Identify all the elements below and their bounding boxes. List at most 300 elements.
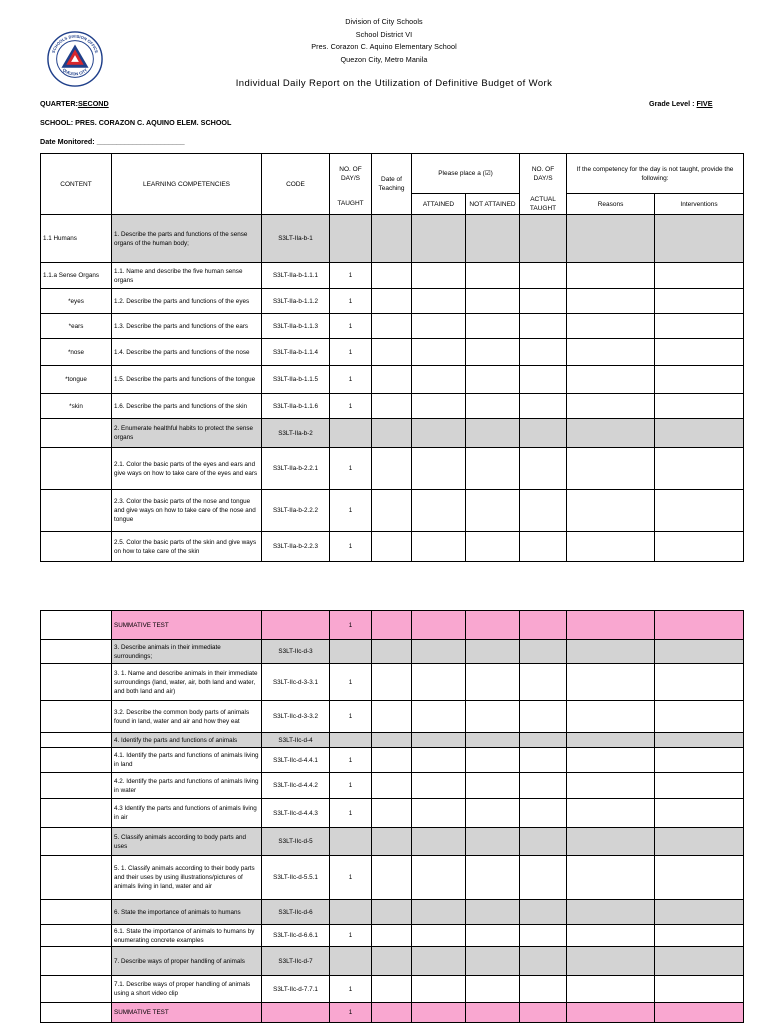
content-cell: [41, 419, 112, 448]
date-teaching-cell[interactable]: [372, 856, 412, 900]
reasons-cell[interactable]: [567, 314, 655, 339]
days-taught-cell: [330, 640, 372, 664]
date-teaching-cell[interactable]: [372, 900, 412, 925]
days-taught-cell: 1: [330, 976, 372, 1003]
competency-cell: 4.2. Identify the parts and functions of animals living in water: [112, 773, 262, 799]
competency-cell: 2. Enumerate healthful habits to protect the sense organs: [112, 419, 262, 448]
code-cell: S3LT-IIa-b-1.1.1: [262, 263, 330, 289]
date-teaching-cell[interactable]: [372, 828, 412, 856]
not-attained-cell[interactable]: [466, 448, 520, 490]
not-attained-cell[interactable]: [466, 339, 520, 366]
interventions-cell[interactable]: [655, 339, 744, 366]
table-row: [41, 701, 744, 733]
competency-cell: 1. Describe the parts and functions of the sense organs of the human body;: [112, 215, 262, 263]
code-cell: S3LT-IIa-b-1.1.6: [262, 394, 330, 419]
reasons-cell[interactable]: [567, 976, 655, 1003]
competency-cell: 7.1. Describe ways of proper handling of animals using a short video clip: [112, 976, 262, 1003]
code-cell: S3LT-IIa-b-1.1.2: [262, 289, 330, 314]
col-actual-bottom: ACTUAL TAUGHT: [520, 194, 567, 215]
attained-cell[interactable]: [412, 215, 466, 263]
code-cell: S3LT-IIa-b-2.2.3: [262, 532, 330, 562]
attained-cell[interactable]: [412, 900, 466, 925]
date-teaching-cell[interactable]: [372, 339, 412, 366]
interventions-cell[interactable]: [655, 263, 744, 289]
reasons-cell[interactable]: [567, 263, 655, 289]
days-taught-cell: 1: [330, 664, 372, 701]
table-row: [41, 773, 744, 799]
content-cell: [41, 925, 112, 947]
attained-cell[interactable]: [412, 366, 466, 394]
content-cell: [41, 828, 112, 856]
not-attained-cell[interactable]: [466, 925, 520, 947]
code-cell: [262, 1003, 330, 1023]
days-taught-cell: 1: [330, 289, 372, 314]
content-cell: [41, 448, 112, 490]
competency-cell: 2.1. Color the basic parts of the eyes and ears and give ways on how to take care of the eyes and ears: [112, 448, 262, 490]
table-row: [41, 263, 744, 289]
attained-cell[interactable]: [412, 773, 466, 799]
interventions-cell[interactable]: [655, 947, 744, 976]
not-attained-cell[interactable]: [466, 856, 520, 900]
interventions-cell[interactable]: [655, 640, 744, 664]
reasons-cell[interactable]: [567, 394, 655, 419]
reasons-cell[interactable]: [567, 925, 655, 947]
code-cell: S3LT-IIa-b-2.2.1: [262, 448, 330, 490]
days-taught-cell: 1: [330, 856, 372, 900]
content-cell: [41, 701, 112, 733]
code-cell: S3LT-IIc-d-7: [262, 947, 330, 976]
col-interventions: Interventions: [655, 194, 744, 215]
attained-cell[interactable]: [412, 289, 466, 314]
not-attained-cell[interactable]: [466, 289, 520, 314]
attained-cell[interactable]: [412, 448, 466, 490]
content-cell: [41, 664, 112, 701]
competency-cell: SUMMATIVE TEST: [112, 611, 262, 640]
actual-taught-cell[interactable]: [520, 314, 567, 339]
attained-cell[interactable]: [412, 339, 466, 366]
date-teaching-cell[interactable]: [372, 215, 412, 263]
col-days-taught-bottom: TAUGHT: [330, 194, 372, 215]
col-date-teaching: Date of Teaching: [372, 154, 412, 215]
actual-taught-cell[interactable]: [520, 664, 567, 701]
interventions-cell[interactable]: [655, 215, 744, 263]
code-cell: S3LT-IIa-b-2.2.2: [262, 490, 330, 532]
actual-taught-cell[interactable]: [520, 748, 567, 773]
not-attained-cell[interactable]: [466, 394, 520, 419]
reasons-cell[interactable]: [567, 733, 655, 748]
attained-cell[interactable]: [412, 828, 466, 856]
reasons-cell[interactable]: [567, 419, 655, 448]
actual-taught-cell[interactable]: [520, 289, 567, 314]
school-line: Pres. Corazon C. Aquino Elementary School: [311, 42, 457, 51]
interventions-cell[interactable]: [655, 925, 744, 947]
date-monitored-field: Date Monitored: ______________________: [40, 137, 185, 146]
days-taught-cell: 1: [330, 394, 372, 419]
table-row: [41, 799, 744, 828]
actual-taught-cell[interactable]: [520, 701, 567, 733]
not-attained-cell[interactable]: [466, 748, 520, 773]
actual-taught-cell[interactable]: [520, 490, 567, 532]
competency-cell: 3.2. Describe the common body parts of animals found in land, water and air and how they eat: [112, 701, 262, 733]
attained-cell[interactable]: [412, 733, 466, 748]
date-teaching-cell[interactable]: [372, 733, 412, 748]
days-taught-cell: 1: [330, 611, 372, 640]
competency-cell: 2.3. Color the basic parts of the nose and tongue and give ways on how to take care of the nose and tongue: [112, 490, 262, 532]
date-teaching-cell[interactable]: [372, 419, 412, 448]
code-cell: S3LT-IIa-b-1.1.3: [262, 314, 330, 339]
content-cell: *skin: [41, 394, 112, 419]
not-attained-cell[interactable]: [466, 947, 520, 976]
reasons-cell[interactable]: [567, 900, 655, 925]
not-attained-cell[interactable]: [466, 664, 520, 701]
attained-cell[interactable]: [412, 263, 466, 289]
reasons-cell[interactable]: [567, 701, 655, 733]
col-please-place: Please place a (☑): [412, 154, 520, 194]
days-taught-cell: 1: [330, 799, 372, 828]
reasons-cell[interactable]: [567, 448, 655, 490]
table-row: [41, 394, 744, 419]
not-attained-cell[interactable]: [466, 215, 520, 263]
reasons-cell[interactable]: [567, 215, 655, 263]
days-taught-cell: 1: [330, 339, 372, 366]
date-teaching-cell[interactable]: [372, 748, 412, 773]
reasons-cell[interactable]: [567, 289, 655, 314]
school-field: SCHOOL: PRES. CORAZON C. AQUINO ELEM. SCHOOL: [40, 118, 232, 127]
not-attained-cell[interactable]: [466, 366, 520, 394]
date-teaching-cell[interactable]: [372, 394, 412, 419]
interventions-cell[interactable]: [655, 828, 744, 856]
days-taught-cell: 1: [330, 701, 372, 733]
quarter-field: [40, 99, 109, 108]
table-2-body: [41, 611, 744, 1023]
division-line: Division of City Schools: [345, 17, 423, 26]
competency-cell: 1.1. Name and describe the five human sense organs: [112, 263, 262, 289]
competency-cell: 1.3. Describe the parts and functions of the ears: [112, 314, 262, 339]
attained-cell[interactable]: [412, 947, 466, 976]
attained-cell[interactable]: [412, 314, 466, 339]
actual-taught-cell[interactable]: [520, 925, 567, 947]
actual-taught-cell[interactable]: [520, 856, 567, 900]
not-attained-cell[interactable]: [466, 532, 520, 562]
competency-cell: 7. Describe ways of proper handling of animals: [112, 947, 262, 976]
date-teaching-cell[interactable]: [372, 263, 412, 289]
content-cell: *tongue: [41, 366, 112, 394]
table-row: [41, 900, 744, 925]
content-cell: *eyes: [41, 289, 112, 314]
interventions-cell[interactable]: [655, 289, 744, 314]
actual-taught-cell[interactable]: [520, 366, 567, 394]
days-taught-cell: 1: [330, 748, 372, 773]
days-taught-cell: 1: [330, 773, 372, 799]
table-header: [41, 154, 744, 215]
district-line: School District VI: [355, 29, 413, 39]
days-taught-cell: [330, 733, 372, 748]
quarter-label: QUARTER:: [40, 99, 78, 108]
interventions-cell[interactable]: [655, 701, 744, 733]
attained-cell[interactable]: [412, 664, 466, 701]
interventions-cell[interactable]: [655, 976, 744, 1003]
attained-cell[interactable]: [412, 925, 466, 947]
quarter-value: SECOND: [77, 99, 109, 108]
date-teaching-cell[interactable]: [372, 314, 412, 339]
code-cell: S3LT-IIc-d-4.4.1: [262, 748, 330, 773]
code-cell: S3LT-IIc-d-5: [262, 828, 330, 856]
interventions-cell[interactable]: [655, 314, 744, 339]
competency-cell: 4.3 Identify the parts and functions of animals living in air: [112, 799, 262, 828]
code-cell: S3LT-IIc-d-4.4.2: [262, 773, 330, 799]
reasons-cell[interactable]: [567, 856, 655, 900]
interventions-cell[interactable]: [655, 366, 744, 394]
not-attained-cell[interactable]: [466, 640, 520, 664]
not-attained-cell[interactable]: [466, 900, 520, 925]
interventions-cell[interactable]: [655, 900, 744, 925]
reasons-cell[interactable]: [567, 773, 655, 799]
code-cell: S3LT-IIc-d-6: [262, 900, 330, 925]
content-cell: [41, 611, 112, 640]
days-taught-cell: [330, 215, 372, 263]
content-cell: [41, 799, 112, 828]
reasons-cell[interactable]: [567, 640, 655, 664]
actual-taught-cell[interactable]: [520, 640, 567, 664]
col-not-attained: NOT ATTAINED: [466, 194, 520, 215]
table-row: [41, 339, 744, 366]
attained-cell[interactable]: [412, 490, 466, 532]
interventions-cell[interactable]: [655, 856, 744, 900]
attained-cell[interactable]: [412, 419, 466, 448]
grade-level-field: [649, 99, 713, 108]
actual-taught-cell[interactable]: [520, 448, 567, 490]
code-cell: S3LT-IIa-b-2: [262, 419, 330, 448]
reasons-cell[interactable]: [567, 490, 655, 532]
reasons-cell[interactable]: [567, 947, 655, 976]
table-1-body: [41, 215, 744, 562]
date-teaching-cell[interactable]: [372, 611, 412, 640]
days-taught-cell: 1: [330, 925, 372, 947]
not-attained-cell[interactable]: [466, 799, 520, 828]
days-taught-cell: [330, 947, 372, 976]
table-row: [41, 976, 744, 1003]
code-cell: S3LT-IIc-d-6.6.1: [262, 925, 330, 947]
competency-cell: 3. Describe animals in their immediate surroundings;: [112, 640, 262, 664]
days-taught-cell: 1: [330, 532, 372, 562]
interventions-cell[interactable]: [655, 394, 744, 419]
actual-taught-cell[interactable]: [520, 773, 567, 799]
content-cell: [41, 773, 112, 799]
code-cell: S3LT-IIa-b-1.1.4: [262, 339, 330, 366]
actual-taught-cell[interactable]: [520, 339, 567, 366]
city-line: Quezon City, Metro Manila: [340, 54, 428, 64]
reasons-cell[interactable]: [567, 532, 655, 562]
code-cell: S3LT-IIc-d-7.7.1: [262, 976, 330, 1003]
interventions-cell[interactable]: [655, 532, 744, 562]
date-teaching-cell[interactable]: [372, 947, 412, 976]
content-cell: *nose: [41, 339, 112, 366]
table-row: [41, 490, 744, 532]
date-teaching-cell[interactable]: [372, 664, 412, 701]
code-cell: S3LT-IIc-d-4: [262, 733, 330, 748]
actual-taught-cell[interactable]: [520, 976, 567, 1003]
interventions-cell[interactable]: [655, 1003, 744, 1023]
content-cell: [41, 532, 112, 562]
attained-cell[interactable]: [412, 748, 466, 773]
not-attained-cell[interactable]: [466, 828, 520, 856]
actual-taught-cell[interactable]: [520, 419, 567, 448]
date-teaching-cell[interactable]: [372, 976, 412, 1003]
actual-taught-cell[interactable]: [520, 733, 567, 748]
days-taught-cell: 1: [330, 1003, 372, 1023]
interventions-cell[interactable]: [655, 733, 744, 748]
table-row: [41, 289, 744, 314]
date-teaching-cell[interactable]: [372, 925, 412, 947]
not-attained-cell[interactable]: [466, 701, 520, 733]
table-row: [41, 856, 744, 900]
date-teaching-cell[interactable]: [372, 448, 412, 490]
table-row: [41, 828, 744, 856]
interventions-cell[interactable]: [655, 748, 744, 773]
competency-cell: 3. 1. Name and describe animals in their immediate surroundings (land, water, air, both land and water, and both land and air): [112, 664, 262, 701]
content-cell: 1.1.a Sense Organs: [41, 263, 112, 289]
interventions-cell[interactable]: [655, 448, 744, 490]
table-row: [41, 664, 744, 701]
interventions-cell[interactable]: [655, 664, 744, 701]
interventions-cell[interactable]: [655, 773, 744, 799]
content-cell: [41, 748, 112, 773]
competency-cell: 6. State the importance of animals to humans: [112, 900, 262, 925]
attained-cell[interactable]: [412, 611, 466, 640]
table-row: [41, 640, 744, 664]
content-cell: [41, 856, 112, 900]
competency-cell: 1.2. Describe the parts and functions of the eyes: [112, 289, 262, 314]
summative-test-row: [41, 611, 744, 640]
svg-text:QUEZON CITY: QUEZON CITY: [61, 67, 89, 77]
col-days-taught-top: NO. OF DAY/S: [330, 154, 372, 194]
actual-taught-cell[interactable]: [520, 947, 567, 976]
interventions-cell[interactable]: [655, 419, 744, 448]
col-if-not-taught: If the competency for the day is not taught, provide the following:: [567, 154, 744, 194]
reasons-cell[interactable]: [567, 748, 655, 773]
actual-taught-cell[interactable]: [520, 532, 567, 562]
content-cell: [41, 976, 112, 1003]
competency-cell: 5. Classify animals according to body parts and uses: [112, 828, 262, 856]
actual-taught-cell[interactable]: [520, 611, 567, 640]
col-reasons: Reasons: [567, 194, 655, 215]
not-attained-cell[interactable]: [466, 1003, 520, 1023]
reasons-cell[interactable]: [567, 611, 655, 640]
actual-taught-cell[interactable]: [520, 1003, 567, 1023]
code-cell: S3LT-IIa-b-1: [262, 215, 330, 263]
days-taught-cell: [330, 419, 372, 448]
days-taught-cell: [330, 900, 372, 925]
date-teaching-cell[interactable]: [372, 1003, 412, 1023]
competency-cell: 4.1. Identify the parts and functions of animals living in land: [112, 748, 262, 773]
code-cell: S3LT-IIc-d-4.4.3: [262, 799, 330, 828]
reasons-cell[interactable]: [567, 366, 655, 394]
col-actual-top: NO. OF DAY/S: [520, 154, 567, 194]
actual-taught-cell[interactable]: [520, 799, 567, 828]
code-cell: S3LT-IIc-d-5.5.1: [262, 856, 330, 900]
competency-cell: 5. 1. Classify animals according to their body parts and their uses by using illustrations/pictures of animals living in land, water and air: [112, 856, 262, 900]
table-row: [41, 448, 744, 490]
school-header: [0, 16, 768, 66]
competency-table-2: [40, 610, 744, 1023]
date-teaching-cell[interactable]: [372, 532, 412, 562]
attained-cell[interactable]: [412, 1003, 466, 1023]
competency-cell: 4. Identify the parts and functions of animals: [112, 733, 262, 748]
reasons-cell[interactable]: [567, 1003, 655, 1023]
not-attained-cell[interactable]: [466, 976, 520, 1003]
col-attained: ATTAINED: [412, 194, 466, 215]
interventions-cell[interactable]: [655, 799, 744, 828]
not-attained-cell[interactable]: [466, 733, 520, 748]
attained-cell[interactable]: [412, 640, 466, 664]
code-cell: S3LT-IIc-d-3-3.2: [262, 701, 330, 733]
competency-cell: 1.4. Describe the parts and functions of the nose: [112, 339, 262, 366]
date-teaching-cell[interactable]: [372, 640, 412, 664]
attained-cell[interactable]: [412, 799, 466, 828]
competency-cell: 2.5. Color the basic parts of the skin and give ways on how to take care of the skin: [112, 532, 262, 562]
table-row: [41, 366, 744, 394]
code-cell: S3LT-IIc-d-3: [262, 640, 330, 664]
attained-cell[interactable]: [412, 856, 466, 900]
days-taught-cell: 1: [330, 448, 372, 490]
content-cell: [41, 900, 112, 925]
attained-cell[interactable]: [412, 532, 466, 562]
actual-taught-cell[interactable]: [520, 215, 567, 263]
reasons-cell[interactable]: [567, 799, 655, 828]
code-cell: [262, 611, 330, 640]
interventions-cell[interactable]: [655, 490, 744, 532]
report-title: Individual Daily Report on the Utilization of Definitive Budget of Work: [235, 78, 553, 89]
not-attained-cell[interactable]: [466, 263, 520, 289]
date-teaching-cell[interactable]: [372, 799, 412, 828]
content-cell: 1.1 Humans: [41, 215, 112, 263]
days-taught-cell: 1: [330, 263, 372, 289]
table-row: [41, 925, 744, 947]
table-row: [41, 532, 744, 562]
summative-test-row: [41, 1003, 744, 1023]
not-attained-cell[interactable]: [466, 773, 520, 799]
interventions-cell[interactable]: [655, 611, 744, 640]
actual-taught-cell[interactable]: [520, 828, 567, 856]
reasons-cell[interactable]: [567, 664, 655, 701]
not-attained-cell[interactable]: [466, 419, 520, 448]
date-teaching-cell[interactable]: [372, 773, 412, 799]
attained-cell[interactable]: [412, 701, 466, 733]
content-cell: *ears: [41, 314, 112, 339]
not-attained-cell[interactable]: [466, 611, 520, 640]
content-cell: [41, 733, 112, 748]
date-teaching-cell[interactable]: [372, 289, 412, 314]
days-taught-cell: 1: [330, 314, 372, 339]
reasons-cell[interactable]: [567, 828, 655, 856]
not-attained-cell[interactable]: [466, 490, 520, 532]
actual-taught-cell[interactable]: [520, 263, 567, 289]
attained-cell[interactable]: [412, 394, 466, 419]
grade-label: Grade Level :: [649, 99, 697, 108]
reasons-cell[interactable]: [567, 339, 655, 366]
actual-taught-cell[interactable]: [520, 394, 567, 419]
actual-taught-cell[interactable]: [520, 900, 567, 925]
date-teaching-cell[interactable]: [372, 366, 412, 394]
date-teaching-cell[interactable]: [372, 701, 412, 733]
date-teaching-cell[interactable]: [372, 490, 412, 532]
days-taught-cell: 1: [330, 366, 372, 394]
content-cell: [41, 490, 112, 532]
attained-cell[interactable]: [412, 976, 466, 1003]
code-cell: S3LT-IIc-d-3-3.1: [262, 664, 330, 701]
days-taught-cell: 1: [330, 490, 372, 532]
not-attained-cell[interactable]: [466, 314, 520, 339]
